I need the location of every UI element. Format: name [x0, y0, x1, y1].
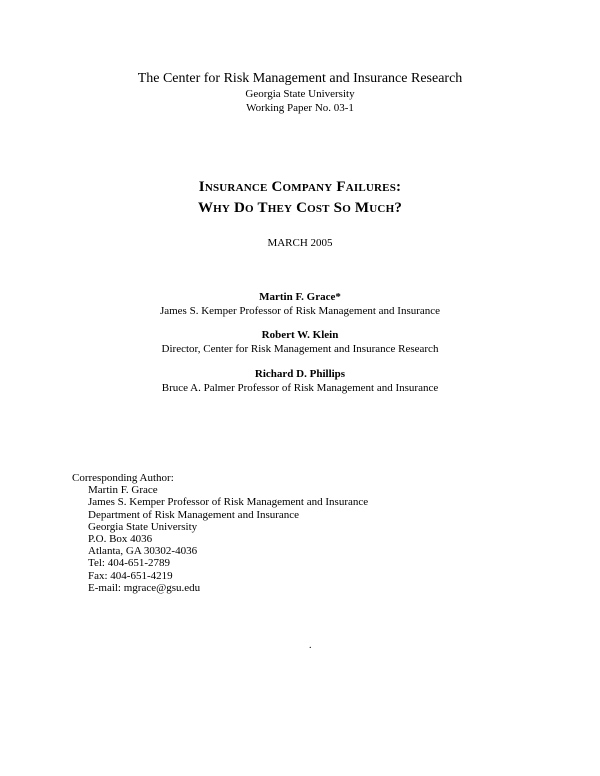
corresponding-author-label: Corresponding Author: — [72, 472, 174, 484]
author-title: Director, Center for Risk Management and Insurance Research — [161, 343, 439, 355]
page-footer-mark: . — [309, 640, 312, 651]
contact-line: Department of Risk Management and Insurance — [88, 508, 300, 521]
author-title: Bruce A. Palmer Professor of Risk Management and Insurance — [161, 382, 439, 394]
title-line-1: Insurance Company Failures: — [198, 179, 402, 195]
contact-line: James S. Kemper Professor of Risk Management and Insurance — [88, 496, 369, 509]
paper-date: MARCH 2005 — [267, 237, 333, 249]
author-block — [0, 290, 600, 318]
contact-line: Georgia State University — [88, 520, 198, 533]
contact-line: Tel: 404-651-2789 — [88, 557, 171, 570]
author-name: Martin F. Grace* — [259, 291, 341, 303]
author-name: Richard D. Phillips — [254, 368, 346, 380]
email-line: E-mail: mgrace@gsu.edu — [88, 581, 201, 594]
paper-title — [0, 177, 600, 219]
working-paper-number: Working Paper No. 03-1 — [246, 102, 354, 114]
author-block — [0, 328, 600, 356]
author-block — [0, 367, 600, 395]
contact-line: P.O. Box 4036 — [88, 533, 153, 546]
contact-line: Martin F. Grace — [88, 484, 158, 497]
university-name: Georgia State University — [245, 88, 355, 100]
contact-line: Fax: 404-651-4219 — [88, 569, 173, 582]
paper-header — [0, 70, 600, 115]
author-title: James S. Kemper Professor of Risk Management and Insurance — [159, 305, 441, 317]
organization-name: The Center for Risk Management and Insurance Research — [137, 71, 463, 86]
contact-line: Atlanta, GA 30302-4036 — [88, 545, 198, 558]
author-name: Robert W. Klein — [261, 329, 339, 341]
title-line-2: Why Do They Cost So Much? — [197, 200, 403, 216]
corresponding-author-block — [72, 472, 368, 594]
